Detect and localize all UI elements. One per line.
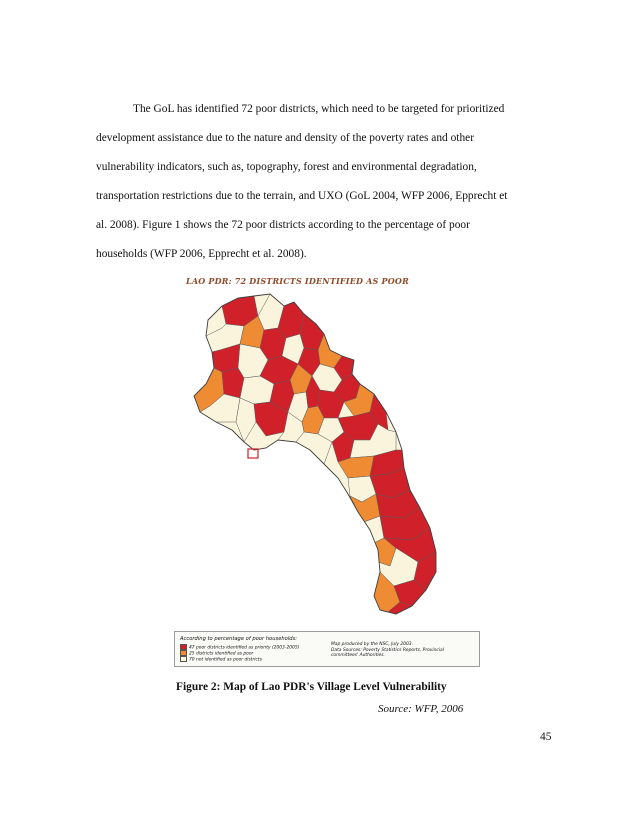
lao-districts-map — [174, 272, 480, 630]
paragraph-line: transportation restrictions due to the terrain, and UXO (GoL 2004, WFP 2006, Epprecht et — [96, 190, 508, 202]
legend-label: 47 poor districts identified as priority (2003-2005) — [189, 645, 300, 651]
figure-map — [174, 272, 480, 667]
paragraph-line: households (WFP 2006, Epprecht et al. 2008). — [96, 248, 307, 260]
credit-line: Map produced by the NSC, July 2003. — [331, 642, 413, 647]
paragraph-line: The GoL has identified 72 poor districts, which need to be targeted for prioritized — [133, 103, 505, 115]
figure-source: Source: WFP, 2006 — [378, 703, 464, 715]
credit-line: Data Sources: Poverty Statistics Reports, Provincial — [331, 647, 444, 653]
body-paragraph — [96, 95, 556, 269]
legend-label: 70 not identified as poor districts — [189, 657, 262, 663]
legend-label: 25 districts identified as poor — [189, 651, 254, 657]
legend-heading: According to percentage of poor households: — [180, 636, 298, 642]
map-credit — [331, 642, 476, 659]
paragraph-line: al. 2008). Figure 1 shows the 72 poor districts according to the percentage of poor — [96, 219, 470, 231]
map-legend — [174, 631, 480, 667]
paragraph-line: vulnerability indicators, such as, topography, forest and environmental degradation, — [96, 161, 477, 173]
legend-swatch — [180, 656, 187, 662]
page-number: 45 — [540, 731, 552, 743]
figure-caption: Figure 2: Map of Lao PDR's Village Level Vulnerability — [176, 681, 447, 693]
map-title: LAO PDR: 72 DISTRICTS IDENTIFIED AS POOR — [186, 276, 409, 286]
legend-item — [180, 656, 262, 663]
credit-line: committees' Authorities. — [331, 653, 385, 659]
capital-marker — [248, 449, 258, 458]
paragraph-line: development assistance due to the nature and density of the poverty rates and other — [96, 132, 474, 144]
district-regions — [194, 294, 436, 614]
